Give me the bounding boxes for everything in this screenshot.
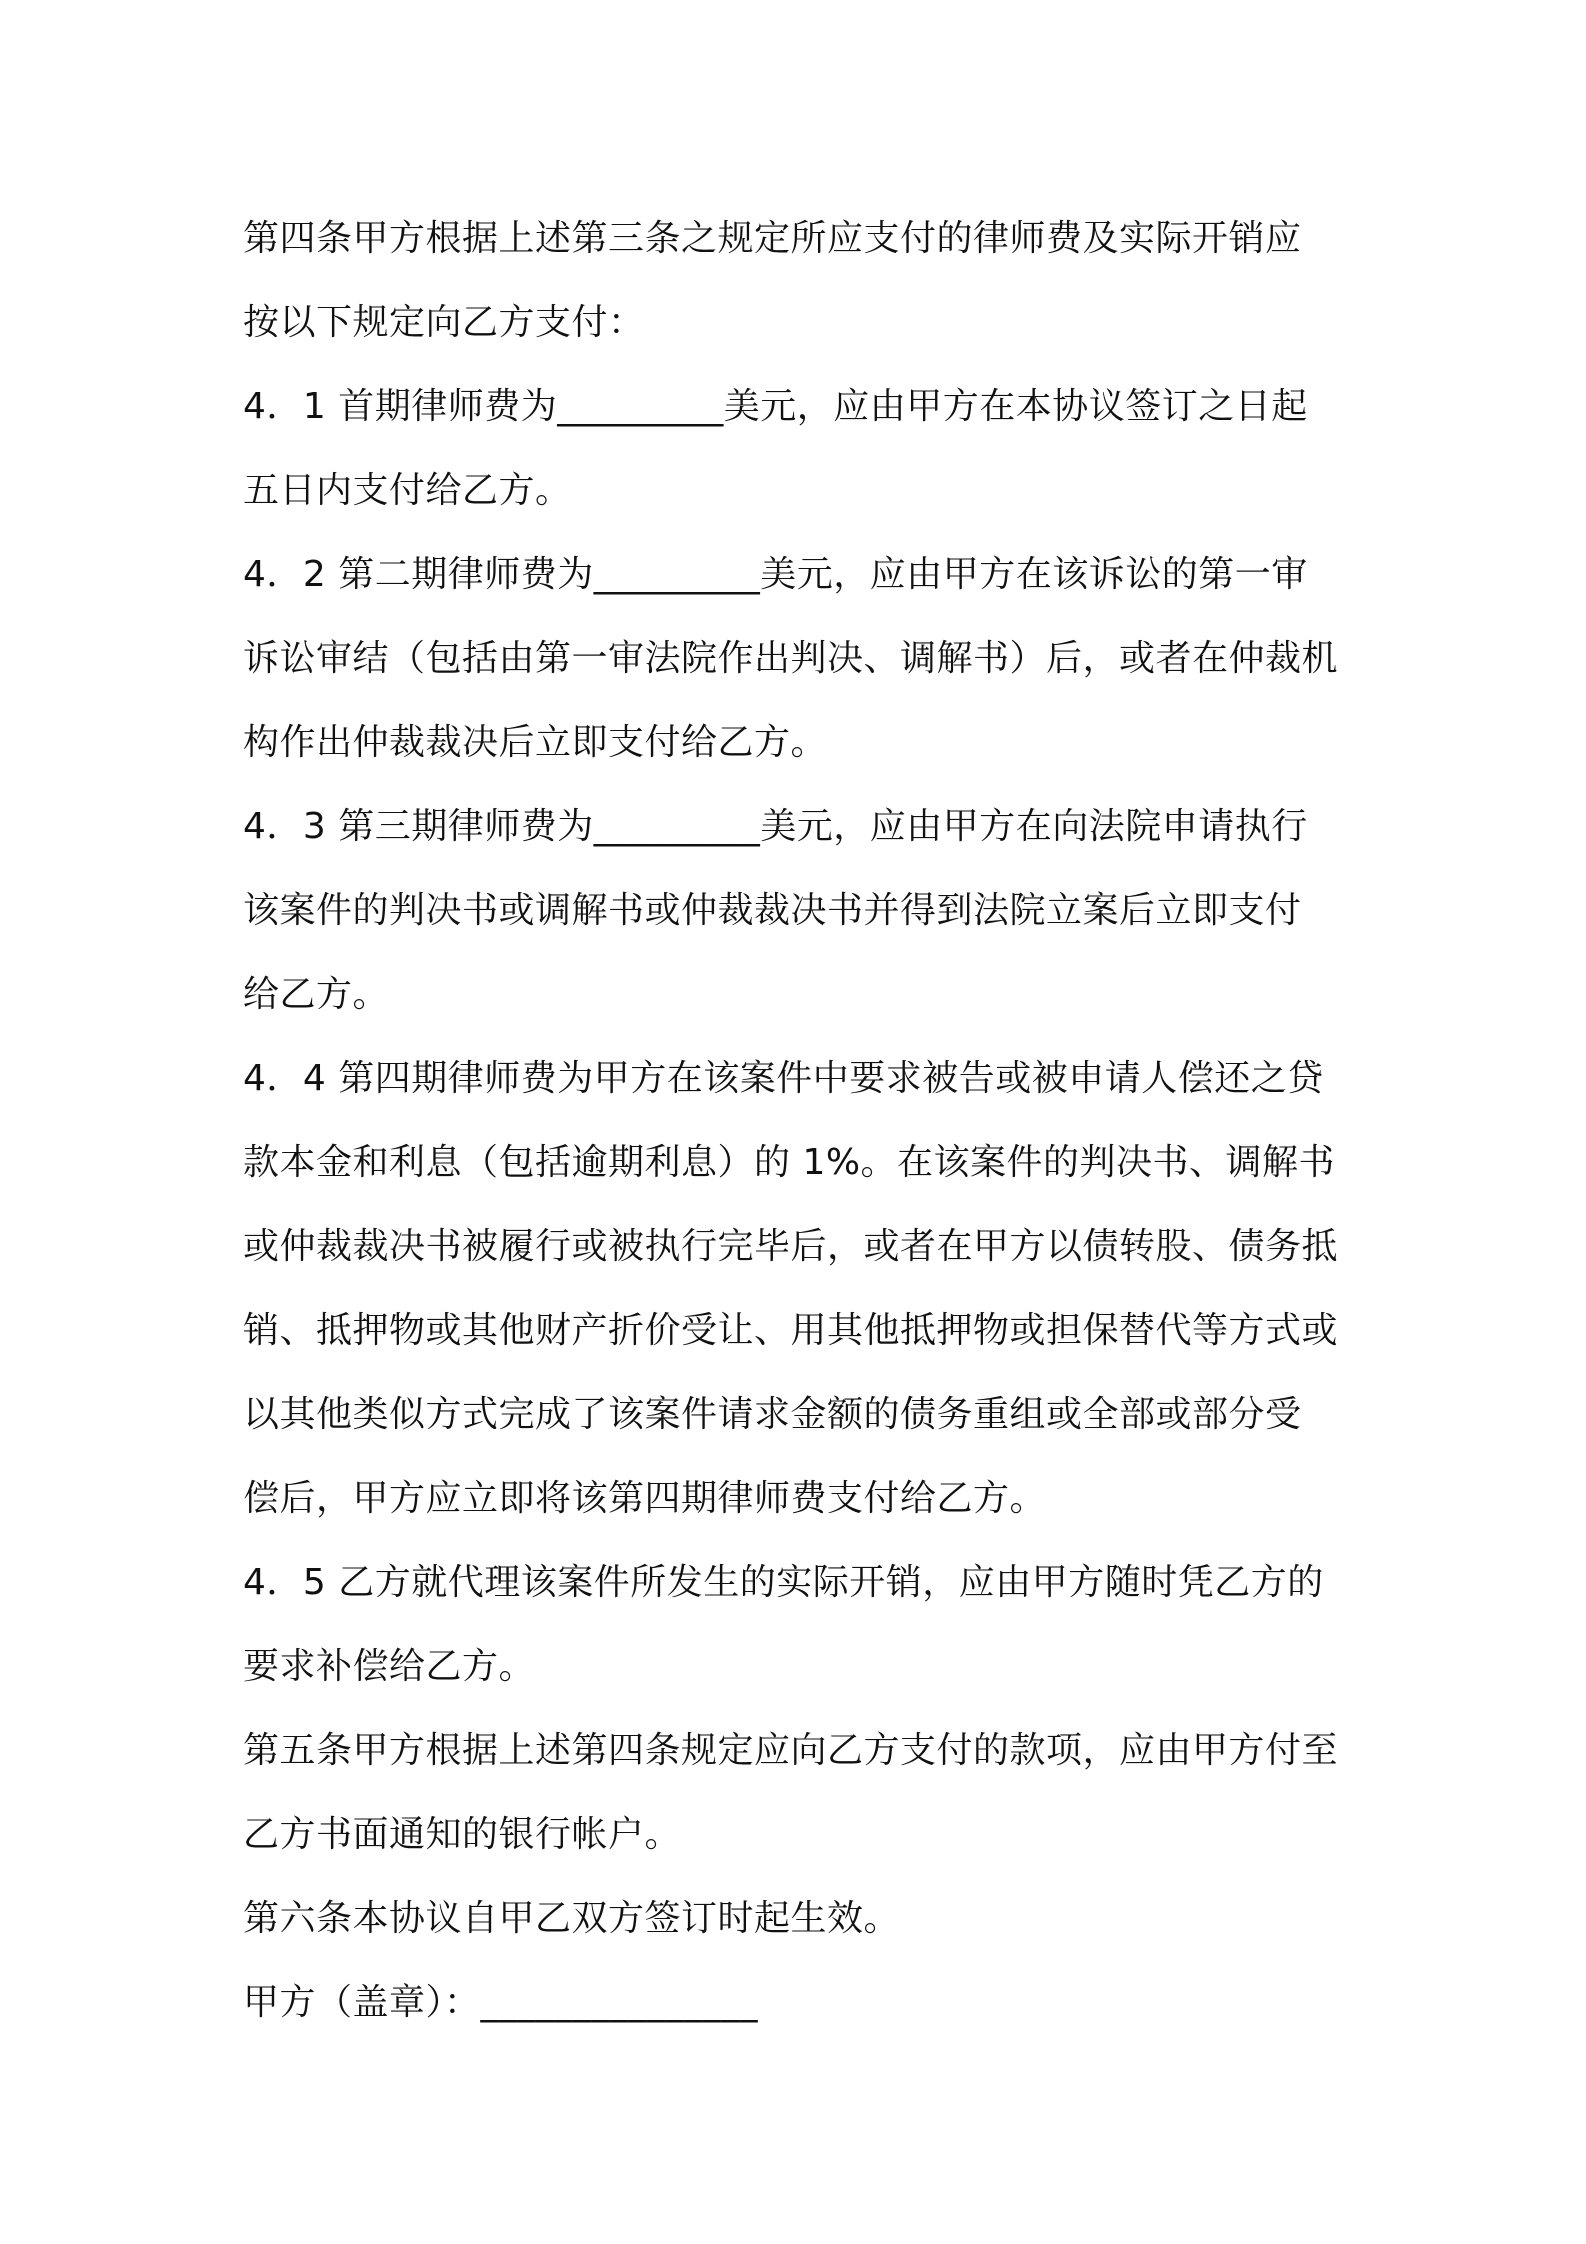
- clause-4-2-line-3: 构作出仲裁裁决后立即支付给乙方。: [243, 722, 828, 763]
- clause-4-3-line-2: 该案件的判决书或调解书或仲裁裁决书并得到法院立案后立即支付: [243, 890, 1302, 931]
- article-5-line-2: 乙方书面通知的银行帐户。: [243, 1814, 682, 1855]
- clause-4-5-line-1: 4．5 乙方就代理该案件所发生的实际开销，应由甲方随时凭乙方的: [243, 1562, 1324, 1603]
- clause-4-4-line-5: 以其他类似方式完成了该案件请求金额的债务重组或全部或部分受: [243, 1394, 1302, 1435]
- clause-4-3-line-1: 4．3 第三期律师费为_________美元，应由甲方在向法院申请执行: [243, 806, 1308, 847]
- clause-4-4-line-2: 款本金和利息（包括逾期利息）的 1%。在该案件的判决书、调解书: [243, 1142, 1336, 1183]
- clause-4-3-line-3: 给乙方。: [243, 974, 390, 1015]
- clause-4-2-line-2: 诉讼审结（包括由第一审法院作出判决、调解书）后，或者在仲裁机: [243, 638, 1339, 679]
- article-6-line: 第六条本协议自甲乙双方签订时起生效。: [243, 1898, 901, 1939]
- clause-4-1-line-1: 4．1 首期律师费为_________美元，应由甲方在本协议签订之日起: [243, 386, 1308, 427]
- clause-4-4-line-6: 偿后，甲方应立即将该第四期律师费支付给乙方。: [243, 1478, 1047, 1519]
- clause-4-1-line-2: 五日内支付给乙方。: [243, 470, 572, 511]
- article-5-line-1: 第五条甲方根据上述第四条规定应向乙方支付的款项，应由甲方付至: [243, 1730, 1339, 1771]
- article-4-line-2: 按以下规定向乙方支付：: [243, 302, 645, 343]
- document-body: [243, 197, 1363, 2045]
- clause-4-4-line-1: 4．4 第四期律师费为甲方在该案件中要求被告或被申请人偿还之贷: [243, 1058, 1324, 1099]
- article-4-line-1: 第四条甲方根据上述第三条之规定所应支付的律师费及实际开销应: [243, 218, 1302, 259]
- clause-4-5-line-2: 要求补偿给乙方。: [243, 1646, 536, 1687]
- clause-4-4-line-3: 或仲裁裁决书被履行或被执行完毕后，或者在甲方以债转股、债务抵: [243, 1226, 1339, 1267]
- clause-4-2-line-1: 4．2 第二期律师费为_________美元，应由甲方在该诉讼的第一审: [243, 554, 1308, 595]
- clause-4-4-line-4: 销、抵押物或其他财产折价受让、用其他抵押物或担保替代等方式或: [243, 1310, 1339, 1351]
- party-a-seal-line: 甲方（盖章）：_______________: [243, 1982, 759, 2023]
